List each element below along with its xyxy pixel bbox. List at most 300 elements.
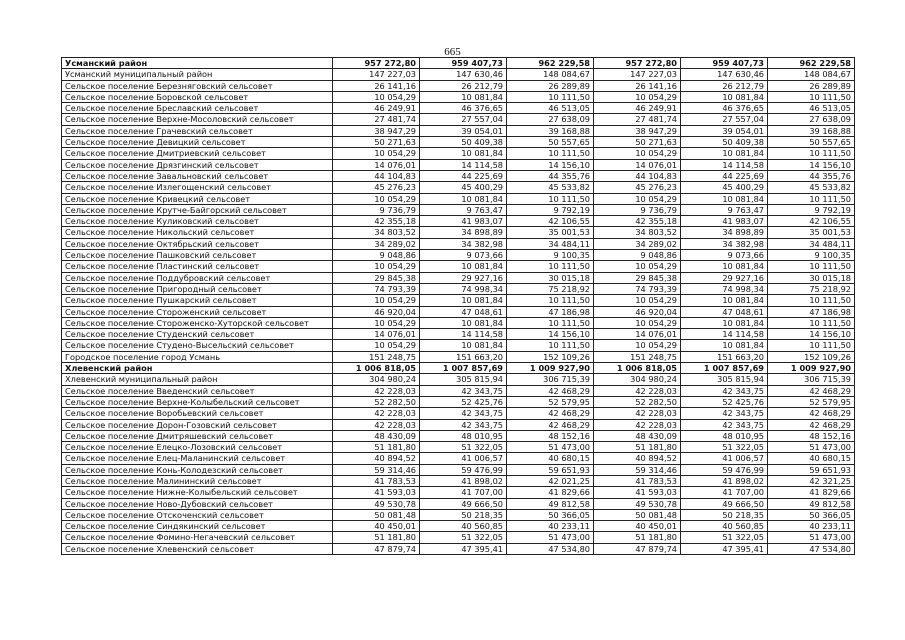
territory-name-cell: Сельское поселение Никольский сельсовет <box>62 227 333 238</box>
table-row <box>62 306 855 317</box>
table-row <box>62 283 855 294</box>
territory-name-cell: Сельское поселение Ново-Дубовский сельсовет <box>62 498 333 509</box>
amount-cell: 10 111,50 <box>768 193 855 204</box>
amount-cell: 41 593,03 <box>333 487 420 498</box>
amount-cell: 10 054,29 <box>594 193 681 204</box>
table-row <box>62 114 855 125</box>
amount-cell: 152 109,26 <box>768 351 855 362</box>
territory-name-cell: Усманский район <box>62 58 333 69</box>
territory-name-cell: Сельское поселение Студенский сельсовет <box>62 329 333 340</box>
amount-cell: 51 181,80 <box>333 532 420 543</box>
amount-cell: 52 579,95 <box>507 396 594 407</box>
amount-cell: 147 227,03 <box>594 69 681 80</box>
table-row <box>62 408 855 419</box>
amount-cell: 10 111,50 <box>507 261 594 272</box>
amount-cell: 41 898,02 <box>681 475 768 486</box>
amount-cell: 14 156,10 <box>507 159 594 170</box>
table-row <box>62 340 855 351</box>
amount-cell: 10 111,50 <box>507 148 594 159</box>
amount-cell: 42 228,03 <box>594 419 681 430</box>
amount-cell: 41 593,03 <box>594 487 681 498</box>
amount-cell: 27 557,04 <box>681 114 768 125</box>
amount-cell: 42 343,75 <box>420 408 507 419</box>
amount-cell: 49 530,78 <box>594 498 681 509</box>
amount-cell: 51 322,05 <box>681 442 768 453</box>
territory-name-cell: Сельское поселение Бреславский сельсовет <box>62 103 333 114</box>
territory-name-cell: Сельское поселение Стороженско-Хуторской сельсовет <box>62 317 333 328</box>
amount-cell: 40 450,01 <box>333 521 420 532</box>
amount-cell: 14 156,10 <box>768 159 855 170</box>
amount-cell: 47 048,61 <box>420 306 507 317</box>
amount-cell: 27 638,09 <box>507 114 594 125</box>
amount-cell: 959 407,73 <box>420 58 507 69</box>
amount-cell: 40 560,85 <box>420 521 507 532</box>
territory-name-cell: Сельское поселение Елецко-Лозовский сельсовет <box>62 442 333 453</box>
territory-name-cell: Сельское поселение Малининский сельсовет <box>62 475 333 486</box>
amount-cell: 59 476,99 <box>420 464 507 475</box>
amount-cell: 147 630,46 <box>681 69 768 80</box>
amount-cell: 40 560,85 <box>681 521 768 532</box>
amount-cell: 59 314,46 <box>594 464 681 475</box>
amount-cell: 39 054,01 <box>681 125 768 136</box>
amount-cell: 14 076,01 <box>333 159 420 170</box>
table-row <box>62 182 855 193</box>
amount-cell: 14 114,58 <box>420 159 507 170</box>
territory-name-cell: Сельское поселение Студено-Высельский сельсовет <box>62 340 333 351</box>
amount-cell: 41 006,57 <box>420 453 507 464</box>
amount-cell: 48 430,09 <box>333 430 420 441</box>
amount-cell: 14 156,10 <box>507 329 594 340</box>
amount-cell: 10 054,29 <box>594 317 681 328</box>
amount-cell: 42 321,25 <box>768 475 855 486</box>
amount-cell: 74 998,34 <box>681 283 768 294</box>
territory-name-cell: Сельское поселение Излегощенский сельсовет <box>62 182 333 193</box>
amount-cell: 50 271,63 <box>594 137 681 148</box>
amount-cell: 47 534,80 <box>768 543 855 554</box>
amount-cell: 41 707,00 <box>420 487 507 498</box>
amount-cell: 147 227,03 <box>333 69 420 80</box>
amount-cell: 26 212,79 <box>420 80 507 91</box>
amount-cell: 10 054,29 <box>594 261 681 272</box>
amount-cell: 10 111,50 <box>507 317 594 328</box>
amount-cell: 9 763,47 <box>420 204 507 215</box>
amount-cell: 306 715,39 <box>768 374 855 385</box>
amount-cell: 41 006,57 <box>681 453 768 464</box>
amount-cell: 39 168,88 <box>768 125 855 136</box>
amount-cell: 45 276,23 <box>594 182 681 193</box>
amount-cell: 51 181,80 <box>333 442 420 453</box>
territory-name-cell: Сельское поселение Дмитряшевский сельсовет <box>62 430 333 441</box>
territory-name-cell: Усманский муниципальный район <box>62 69 333 80</box>
amount-cell: 42 468,29 <box>507 408 594 419</box>
amount-cell: 49 812,58 <box>507 498 594 509</box>
table-row <box>62 374 855 385</box>
amount-cell: 40 233,11 <box>768 521 855 532</box>
amount-cell: 49 812,58 <box>768 498 855 509</box>
amount-cell: 10 081,84 <box>420 193 507 204</box>
amount-cell: 304 980,24 <box>594 374 681 385</box>
amount-cell: 147 630,46 <box>420 69 507 80</box>
amount-cell: 45 400,29 <box>681 182 768 193</box>
amount-cell: 47 395,41 <box>420 543 507 554</box>
amount-cell: 34 803,52 <box>333 227 420 238</box>
amount-cell: 47 395,41 <box>681 543 768 554</box>
amount-cell: 44 104,83 <box>333 170 420 181</box>
amount-cell: 34 382,98 <box>420 238 507 249</box>
amount-cell: 47 048,61 <box>681 306 768 317</box>
amount-cell: 45 533,82 <box>768 182 855 193</box>
amount-cell: 27 481,74 <box>594 114 681 125</box>
amount-cell: 306 715,39 <box>507 374 594 385</box>
table-row <box>62 250 855 261</box>
table-row <box>62 103 855 114</box>
territory-name-cell: Сельское поселение Синдякинский сельсовет <box>62 521 333 532</box>
amount-cell: 52 425,76 <box>681 396 768 407</box>
amount-cell: 9 073,66 <box>420 250 507 261</box>
amount-cell: 10 081,84 <box>681 261 768 272</box>
table-row <box>62 204 855 215</box>
territory-name-cell: Сельское поселение Нижне-Колыбельский сельсовет <box>62 487 333 498</box>
territory-name-cell: Сельское поселение Пушкарский сельсовет <box>62 295 333 306</box>
amount-cell: 962 229,58 <box>768 58 855 69</box>
amount-cell: 152 109,26 <box>507 351 594 362</box>
budget-table <box>61 57 855 555</box>
amount-cell: 41 783,53 <box>333 475 420 486</box>
amount-cell: 151 663,20 <box>681 351 768 362</box>
amount-cell: 59 651,93 <box>507 464 594 475</box>
amount-cell: 9 763,47 <box>681 204 768 215</box>
amount-cell: 47 186,98 <box>768 306 855 317</box>
amount-cell: 41 898,02 <box>420 475 507 486</box>
territory-name-cell: Сельское поселение Введенский сельсовет <box>62 385 333 396</box>
amount-cell: 50 081,48 <box>333 509 420 520</box>
amount-cell: 10 081,84 <box>420 295 507 306</box>
table-row <box>62 532 855 543</box>
amount-cell: 10 111,50 <box>768 295 855 306</box>
amount-cell: 148 084,67 <box>507 69 594 80</box>
amount-cell: 1 006 818,05 <box>333 363 420 374</box>
amount-cell: 9 792,19 <box>768 204 855 215</box>
amount-cell: 10 081,84 <box>420 340 507 351</box>
amount-cell: 10 081,84 <box>420 148 507 159</box>
amount-cell: 14 114,58 <box>681 329 768 340</box>
amount-cell: 47 879,74 <box>594 543 681 554</box>
territory-name-cell: Хлевенский район <box>62 363 333 374</box>
amount-cell: 46 920,04 <box>594 306 681 317</box>
amount-cell: 10 081,84 <box>681 148 768 159</box>
amount-cell: 48 152,16 <box>507 430 594 441</box>
amount-cell: 42 343,75 <box>420 385 507 396</box>
amount-cell: 14 076,01 <box>333 329 420 340</box>
territory-name-cell: Сельское поселение Завальновский сельсовет <box>62 170 333 181</box>
table-row <box>62 317 855 328</box>
table-row <box>62 453 855 464</box>
amount-cell: 42 228,03 <box>594 408 681 419</box>
amount-cell: 41 707,00 <box>681 487 768 498</box>
amount-cell: 26 289,89 <box>768 80 855 91</box>
amount-cell: 1 007 857,69 <box>681 363 768 374</box>
amount-cell: 34 382,98 <box>681 238 768 249</box>
territory-name-cell: Сельское поселение Девицкий сельсовет <box>62 137 333 148</box>
amount-cell: 39 054,01 <box>420 125 507 136</box>
amount-cell: 305 815,94 <box>681 374 768 385</box>
amount-cell: 10 081,84 <box>420 91 507 102</box>
amount-cell: 34 289,02 <box>333 238 420 249</box>
amount-cell: 42 106,55 <box>768 216 855 227</box>
amount-cell: 74 793,39 <box>594 283 681 294</box>
amount-cell: 42 343,75 <box>420 419 507 430</box>
amount-cell: 42 355,18 <box>333 216 420 227</box>
table-row <box>62 193 855 204</box>
territory-name-cell: Сельское поселение Березняговский сельсовет <box>62 80 333 91</box>
amount-cell: 10 111,50 <box>768 261 855 272</box>
amount-cell: 14 076,01 <box>594 329 681 340</box>
amount-cell: 42 343,75 <box>681 385 768 396</box>
amount-cell: 42 343,75 <box>681 408 768 419</box>
amount-cell: 51 181,80 <box>594 532 681 543</box>
amount-cell: 50 366,05 <box>768 509 855 520</box>
amount-cell: 9 100,35 <box>507 250 594 261</box>
amount-cell: 51 473,00 <box>507 442 594 453</box>
amount-cell: 9 792,19 <box>507 204 594 215</box>
amount-cell: 40 233,11 <box>507 521 594 532</box>
amount-cell: 44 225,69 <box>420 170 507 181</box>
table-row <box>62 238 855 249</box>
territory-name-cell: Городское поселение город Усмань <box>62 351 333 362</box>
amount-cell: 51 322,05 <box>681 532 768 543</box>
amount-cell: 48 010,95 <box>420 430 507 441</box>
amount-cell: 9 048,86 <box>594 250 681 261</box>
amount-cell: 959 407,73 <box>681 58 768 69</box>
amount-cell: 75 218,92 <box>768 283 855 294</box>
amount-cell: 41 983,07 <box>420 216 507 227</box>
amount-cell: 59 314,46 <box>333 464 420 475</box>
amount-cell: 46 920,04 <box>333 306 420 317</box>
amount-cell: 51 181,80 <box>594 442 681 453</box>
amount-cell: 29 927,16 <box>420 272 507 283</box>
amount-cell: 38 947,29 <box>594 125 681 136</box>
table-row <box>62 363 855 374</box>
amount-cell: 26 212,79 <box>681 80 768 91</box>
territory-name-cell: Сельское поселение Октябрьский сельсовет <box>62 238 333 249</box>
amount-cell: 40 680,15 <box>768 453 855 464</box>
amount-cell: 46 513,05 <box>507 103 594 114</box>
amount-cell: 1 009 927,90 <box>768 363 855 374</box>
amount-cell: 29 845,38 <box>594 272 681 283</box>
amount-cell: 10 081,84 <box>681 91 768 102</box>
amount-cell: 46 513,05 <box>768 103 855 114</box>
amount-cell: 10 081,84 <box>420 317 507 328</box>
table-row <box>62 148 855 159</box>
table-row <box>62 137 855 148</box>
table-row <box>62 69 855 80</box>
amount-cell: 10 111,50 <box>507 295 594 306</box>
amount-cell: 46 249,91 <box>333 103 420 114</box>
territory-name-cell: Сельское поселение Пашковский сельсовет <box>62 250 333 261</box>
amount-cell: 46 376,65 <box>681 103 768 114</box>
territory-name-cell: Сельское поселение Дорон-Гозовский сельсовет <box>62 419 333 430</box>
territory-name-cell: Сельское поселение Грачевский сельсовет <box>62 125 333 136</box>
amount-cell: 51 473,00 <box>768 442 855 453</box>
territory-name-cell: Сельское поселение Кривецкий сельсовет <box>62 193 333 204</box>
amount-cell: 27 481,74 <box>333 114 420 125</box>
table-row <box>62 475 855 486</box>
amount-cell: 50 218,35 <box>420 509 507 520</box>
table-row <box>62 543 855 554</box>
table-row <box>62 227 855 238</box>
amount-cell: 45 276,23 <box>333 182 420 193</box>
amount-cell: 38 947,29 <box>333 125 420 136</box>
amount-cell: 52 282,50 <box>594 396 681 407</box>
amount-cell: 10 081,84 <box>681 295 768 306</box>
table-row <box>62 272 855 283</box>
amount-cell: 34 484,11 <box>507 238 594 249</box>
territory-name-cell: Сельское поселение Елец-Маланинский сельсовет <box>62 453 333 464</box>
table-row <box>62 58 855 69</box>
amount-cell: 74 793,39 <box>333 283 420 294</box>
amount-cell: 304 980,24 <box>333 374 420 385</box>
amount-cell: 957 272,80 <box>594 58 681 69</box>
table-row <box>62 396 855 407</box>
amount-cell: 30 015,18 <box>768 272 855 283</box>
territory-name-cell: Хлевенский муниципальный район <box>62 374 333 385</box>
amount-cell: 51 322,05 <box>420 442 507 453</box>
amount-cell: 45 400,29 <box>420 182 507 193</box>
amount-cell: 42 468,29 <box>768 408 855 419</box>
amount-cell: 10 081,84 <box>681 317 768 328</box>
amount-cell: 46 376,65 <box>420 103 507 114</box>
table-row <box>62 521 855 532</box>
amount-cell: 52 579,95 <box>768 396 855 407</box>
table-row <box>62 329 855 340</box>
table-row <box>62 442 855 453</box>
table-row <box>62 351 855 362</box>
amount-cell: 50 557,65 <box>507 137 594 148</box>
amount-cell: 10 081,84 <box>681 340 768 351</box>
territory-name-cell: Сельское поселение Воробьевский сельсовет <box>62 408 333 419</box>
amount-cell: 26 141,16 <box>594 80 681 91</box>
amount-cell: 41 829,66 <box>507 487 594 498</box>
amount-cell: 14 076,01 <box>594 159 681 170</box>
territory-name-cell: Сельское поселение Верхне-Колыбельский сельсовет <box>62 396 333 407</box>
amount-cell: 45 533,82 <box>507 182 594 193</box>
amount-cell: 10 054,29 <box>594 340 681 351</box>
amount-cell: 30 015,18 <box>507 272 594 283</box>
amount-cell: 10 054,29 <box>333 340 420 351</box>
amount-cell: 49 666,50 <box>681 498 768 509</box>
budget-table-body <box>62 58 855 555</box>
amount-cell: 42 343,75 <box>681 419 768 430</box>
amount-cell: 42 021,25 <box>507 475 594 486</box>
amount-cell: 42 228,03 <box>333 408 420 419</box>
table-row <box>62 498 855 509</box>
amount-cell: 41 983,07 <box>681 216 768 227</box>
amount-cell: 9 100,35 <box>768 250 855 261</box>
amount-cell: 26 289,89 <box>507 80 594 91</box>
table-row <box>62 261 855 272</box>
amount-cell: 39 168,88 <box>507 125 594 136</box>
amount-cell: 27 638,09 <box>768 114 855 125</box>
amount-cell: 44 104,83 <box>594 170 681 181</box>
territory-name-cell: Сельское поселение Крутче-Байгорский сельсовет <box>62 204 333 215</box>
amount-cell: 59 476,99 <box>681 464 768 475</box>
amount-cell: 40 894,52 <box>594 453 681 464</box>
amount-cell: 151 248,75 <box>594 351 681 362</box>
amount-cell: 42 228,03 <box>333 385 420 396</box>
amount-cell: 9 073,66 <box>681 250 768 261</box>
amount-cell: 46 249,91 <box>594 103 681 114</box>
amount-cell: 10 111,50 <box>507 340 594 351</box>
amount-cell: 10 081,84 <box>420 261 507 272</box>
amount-cell: 42 468,29 <box>768 419 855 430</box>
amount-cell: 10 054,29 <box>594 295 681 306</box>
territory-name-cell: Сельское поселение Верхне-Мосоловский сельсовет <box>62 114 333 125</box>
amount-cell: 44 355,76 <box>507 170 594 181</box>
amount-cell: 34 803,52 <box>594 227 681 238</box>
table-row <box>62 80 855 91</box>
territory-name-cell: Сельское поселение Куликовский сельсовет <box>62 216 333 227</box>
territory-name-cell: Сельское поселение Боровской сельсовет <box>62 91 333 102</box>
amount-cell: 51 473,00 <box>507 532 594 543</box>
amount-cell: 305 815,94 <box>420 374 507 385</box>
amount-cell: 42 468,29 <box>507 419 594 430</box>
page-number: 665 <box>444 46 461 58</box>
amount-cell: 75 218,92 <box>507 283 594 294</box>
table-row <box>62 430 855 441</box>
territory-name-cell: Сельское поселение Дрязгинский сельсовет <box>62 159 333 170</box>
table-row <box>62 216 855 227</box>
amount-cell: 34 289,02 <box>594 238 681 249</box>
amount-cell: 9 736,79 <box>333 204 420 215</box>
amount-cell: 40 450,01 <box>594 521 681 532</box>
table-row <box>62 295 855 306</box>
amount-cell: 51 322,05 <box>420 532 507 543</box>
amount-cell: 10 054,29 <box>594 91 681 102</box>
amount-cell: 1 009 927,90 <box>507 363 594 374</box>
territory-name-cell: Сельское поселение Конь-Колодезский сельсовет <box>62 464 333 475</box>
amount-cell: 50 366,05 <box>507 509 594 520</box>
amount-cell: 49 666,50 <box>420 498 507 509</box>
amount-cell: 10 111,50 <box>768 148 855 159</box>
amount-cell: 42 228,03 <box>333 419 420 430</box>
amount-cell: 52 425,76 <box>420 396 507 407</box>
amount-cell: 10 111,50 <box>768 317 855 328</box>
amount-cell: 10 111,50 <box>507 91 594 102</box>
amount-cell: 47 534,80 <box>507 543 594 554</box>
amount-cell: 47 186,98 <box>507 306 594 317</box>
amount-cell: 10 054,29 <box>333 295 420 306</box>
amount-cell: 50 557,65 <box>768 137 855 148</box>
amount-cell: 10 054,29 <box>333 317 420 328</box>
amount-cell: 957 272,80 <box>333 58 420 69</box>
amount-cell: 41 783,53 <box>594 475 681 486</box>
territory-name-cell: Сельское поселение Фомино-Негачевский сельсовет <box>62 532 333 543</box>
amount-cell: 44 355,76 <box>768 170 855 181</box>
amount-cell: 10 054,29 <box>333 91 420 102</box>
amount-cell: 1 006 818,05 <box>594 363 681 374</box>
amount-cell: 42 468,29 <box>768 385 855 396</box>
amount-cell: 50 271,63 <box>333 137 420 148</box>
amount-cell: 27 557,04 <box>420 114 507 125</box>
table-row <box>62 125 855 136</box>
amount-cell: 10 111,50 <box>507 193 594 204</box>
amount-cell: 41 829,66 <box>768 487 855 498</box>
table-row <box>62 385 855 396</box>
territory-name-cell: Сельское поселение Хлевенский сельсовет <box>62 543 333 554</box>
amount-cell: 52 282,50 <box>333 396 420 407</box>
amount-cell: 10 081,84 <box>681 193 768 204</box>
amount-cell: 48 010,95 <box>681 430 768 441</box>
